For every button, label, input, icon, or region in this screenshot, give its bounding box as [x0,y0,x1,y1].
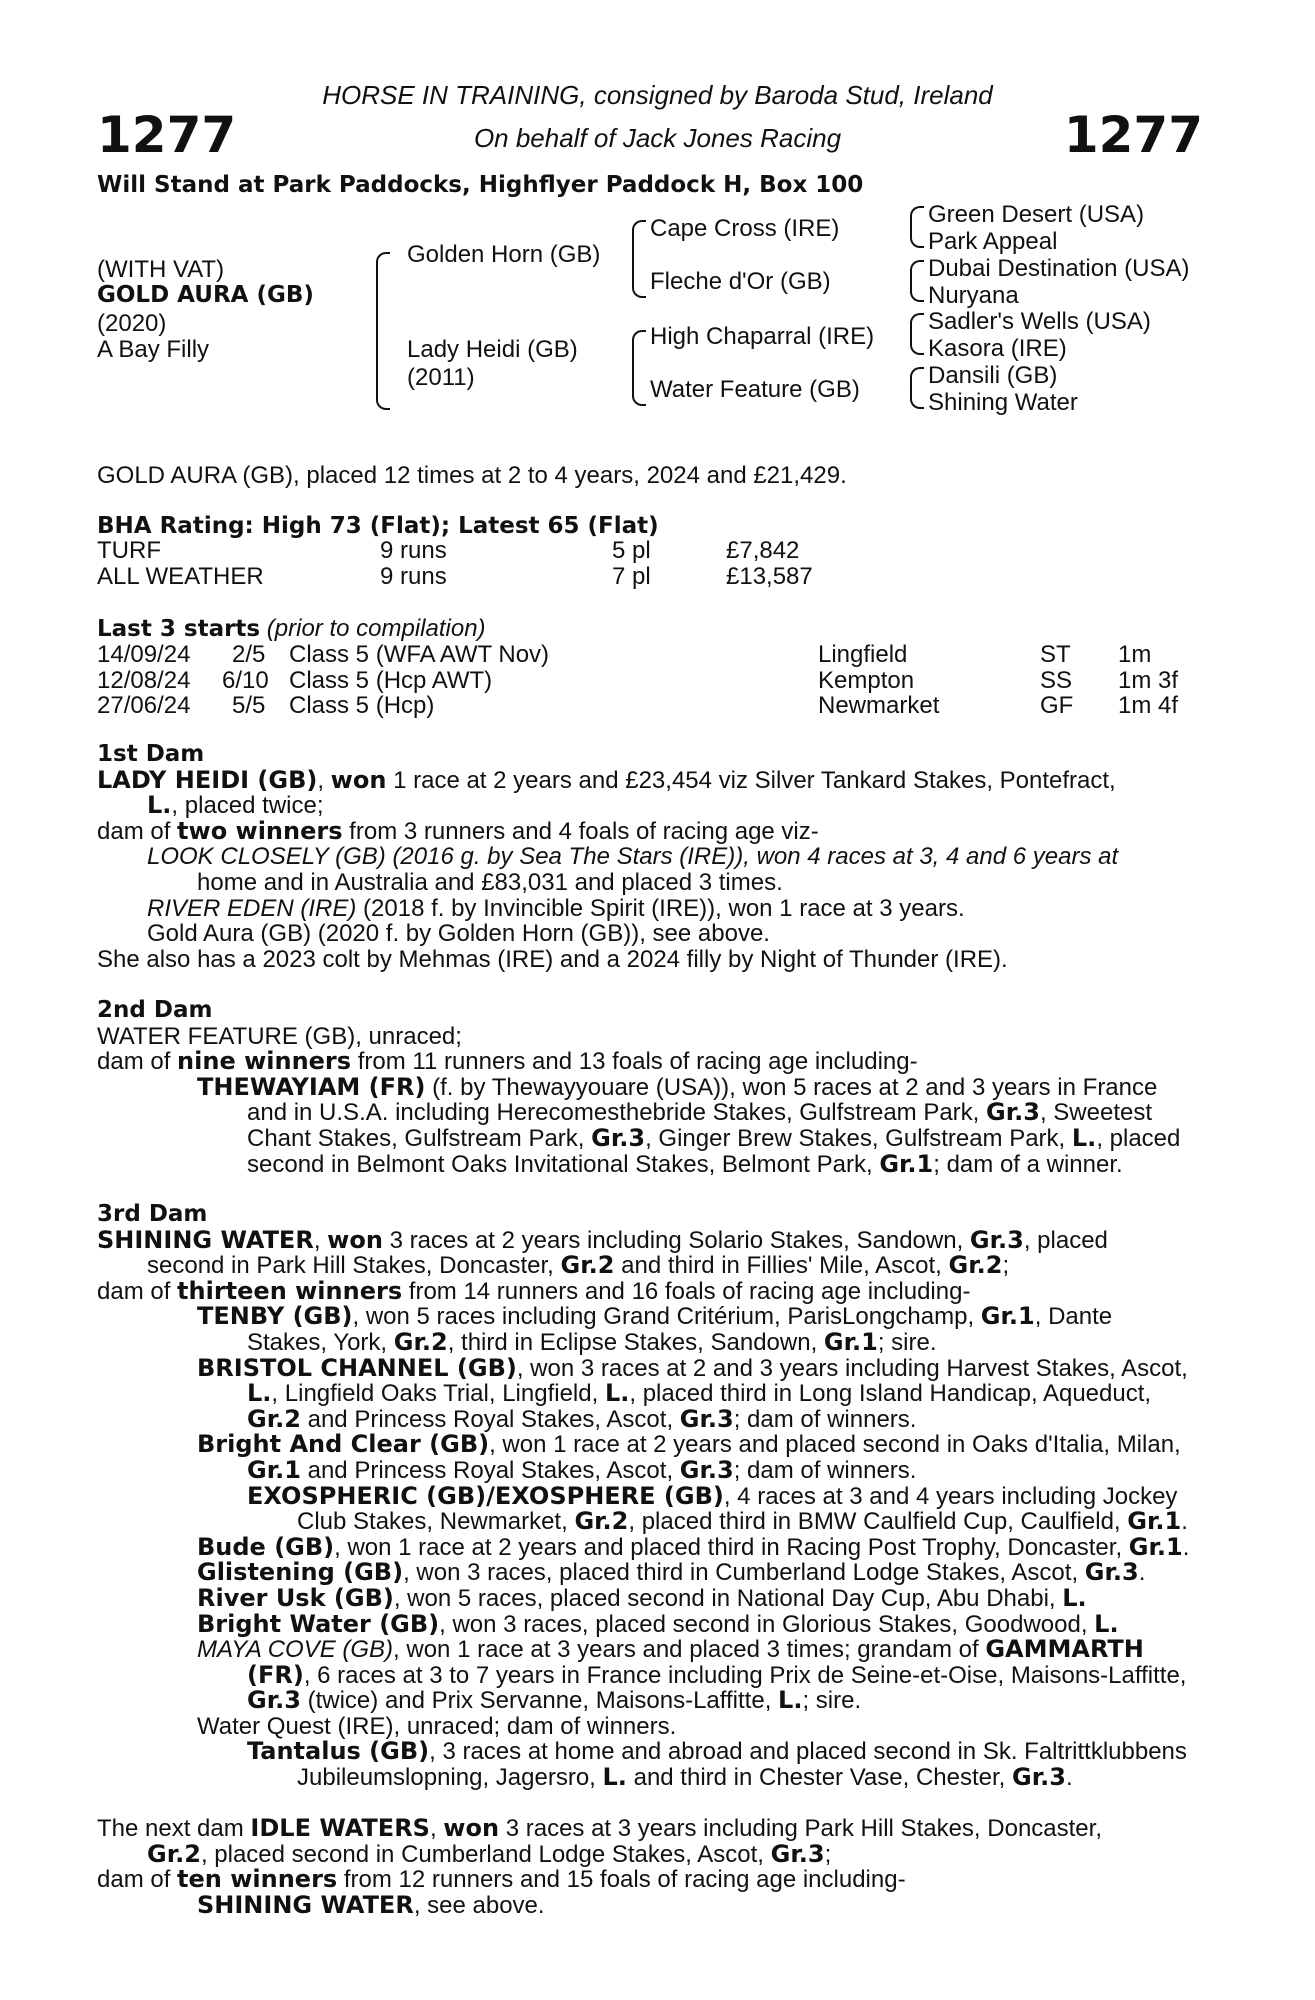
start-distance: 1m 3f [1118,667,1179,694]
lot-number-right: 1277 [1063,106,1203,164]
dam-sire-sire: Sadler's Wells (USA) [928,308,1151,335]
start-date: 12/08/24 [97,667,191,694]
start-date: 27/06/24 [97,692,191,719]
lot-number-left: 1277 [97,106,237,164]
last-starts-heading [97,615,486,643]
sire-dam: Fleche d'Or (GB) [650,268,831,295]
sire-sire-dam: Park Appeal [928,228,1058,255]
next-dam-section [97,1816,1202,1918]
sire: Golden Horn (GB) [407,241,601,268]
earnings: £13,587 [726,563,813,590]
dam-line: LADY HEIDI (GB), won 1 race at 2 years and £23,454 viz Silver Tankard Stakes, Pontefract, [97,765,1116,794]
produce-line: MAYA COVE (GB), won 1 race at 3 years and placed 3 times; grandam of GAMMARTH [197,1635,1144,1664]
surface: TURF [97,537,161,564]
start-course: Kempton [818,667,915,694]
bha-rating: BHA Rating: High 73 (Flat); Latest 65 (Flat) [97,513,659,539]
produce-line: and in U.S.A. including Herecomesthebride Stakes, Gulfstream Park, Gr.3, Sweetest [247,1098,1153,1127]
produce-line: Jubileumslopning, Jagersro, L. and third in Chester Vase, Chester, Gr.3. [297,1763,1073,1792]
pedigree-brace [376,252,390,410]
start-course: Lingfield [818,641,908,668]
section-heading: 1st Dam [97,741,205,767]
produce-line: Glistening (GB), won 3 races, placed third in Cumberland Lodge Stakes, Ascot, Gr.3. [197,1558,1146,1587]
pedigree-brace [910,367,924,409]
start-going: ST [1040,641,1071,668]
pedigree-brace [910,313,924,355]
produce-line: home and in Australia and £83,031 and placed 3 times. [197,868,783,896]
dam-line: SHINING WATER, won 3 races at 2 years including Solario Stakes, Sandown, Gr.3, placed [97,1225,1108,1254]
dam-sire-dam: Kasora (IRE) [928,335,1067,362]
third-dam-section [97,1202,1202,1791]
produce-line: Tantalus (GB), 3 races at home and abroad and placed second in Sk. Faltrittklubbens [247,1737,1187,1766]
race-summary: GOLD AURA (GB), placed 12 times at 2 to 4 years, 2024 and £21,429. [97,462,847,489]
start-distance: 1m [1118,641,1152,668]
start-position: 6/10 [222,667,269,694]
dam-line: dam of ten winners from 12 runners and 15 foals of racing age including- [97,1865,906,1894]
pedigree-brace [910,260,924,302]
dam-dam-dam: Shining Water [928,389,1078,416]
dam-dam-sire: Dansili (GB) [928,362,1058,389]
produce-line: Bude (GB), won 1 race at 2 years and placed third in Racing Post Trophy, Doncaster, Gr.1. [197,1532,1190,1561]
produce-line: Chant Stakes, Gulfstream Park, Gr.3, Ginger Brew Stakes, Gulfstream Park, L., placed [247,1123,1181,1152]
pedigree-brace [910,206,924,248]
dam-line: dam of thirteen winners from 14 runners and 16 foals of racing age including- [97,1276,971,1305]
dam: Lady Heidi (GB) [407,336,578,363]
dam-line: second in Park Hill Stakes, Doncaster, Gr.2 and third in Fillies' Mile, Ascot, Gr.2; [147,1251,1010,1280]
start-position: 2/5 [232,641,266,668]
dam-line: The next dam IDLE WATERS, won 3 races at 3 years including Park Hill Stakes, Doncaster, [97,1814,1102,1842]
second-dam-section [97,998,1202,1177]
earnings: £7,842 [726,537,800,564]
dam-line: She also has a 2023 colt by Mehmas (IRE) and a 2024 filly by Night of Thunder (IRE). [97,945,1008,973]
first-dam-section [97,742,1202,972]
start-distance: 1m 4f [1118,692,1179,719]
placings: 5 pl [612,537,651,564]
runs: 9 runs [380,563,447,590]
start-going: SS [1040,667,1073,694]
last-starts-note: (prior to compilation) [266,615,486,642]
produce-line: Gold Aura (GB) (2020 f. by Golden Horn (GB)), see above. [147,920,770,948]
dam-sire: High Chaparral (IRE) [650,323,875,350]
sire-dam-dam: Nuryana [928,282,1019,309]
produce-line: second in Belmont Oaks Invitational Stakes, Belmont Park, Gr.1; dam of a winner. [247,1149,1123,1178]
dam-line: dam of nine winners from 11 runners and 13 foals of racing age including- [97,1047,918,1076]
produce-line: Gr.1 and Princess Royal Stakes, Ascot, Gr.3; dam of winners. [247,1455,917,1484]
sire-dam-sire: Dubai Destination (USA) [928,255,1190,282]
start-race: Class 5 (Hcp) [289,692,435,719]
start-race: Class 5 (Hcp AWT) [289,667,493,694]
produce-line: BRISTOL CHANNEL (GB), won 3 races at 2 and 3 years including Harvest Stakes, Ascot, [197,1353,1188,1382]
produce-line: RIVER EDEN (IRE) (2018 f. by Invincible Spirit (IRE)), won 1 race at 3 years. [147,894,965,922]
surface: ALL WEATHER [97,563,264,590]
produce-line: LOOK CLOSELY (GB) (2016 g. by Sea The Stars (IRE)), won 4 races at 3, 4 and 6 years at [147,843,1119,871]
produce-line: Stakes, York, Gr.2, third in Eclipse Stakes, Sandown, Gr.1; sire. [247,1327,937,1356]
placings: 7 pl [612,563,651,590]
consignor-line: HORSE IN TRAINING, consigned by Baroda Stud, Ireland [322,80,993,110]
produce-line: River Usk (GB), won 5 races, placed second in National Day Cup, Abu Dhabi, L. [197,1583,1087,1612]
start-course: Newmarket [818,692,940,719]
foaling-year: (2020) [97,310,167,337]
sire-sire: Cape Cross (IRE) [650,215,840,242]
dam-dam: Water Feature (GB) [650,376,860,403]
produce-line: EXOSPHERIC (GB)/EXOSPHERE (GB), 4 races at 3 and 4 years including Jockey [247,1481,1178,1510]
pedigree-brace [632,220,646,298]
runs: 9 runs [380,537,447,564]
start-position: 5/5 [232,692,266,719]
section-heading: 3rd Dam [97,1201,208,1227]
sire-sire-sire: Green Desert (USA) [928,201,1145,228]
produce-line: Gr.3 (twice) and Prix Servanne, Maisons-Laffitte, L.; sire. [247,1686,862,1715]
horse-name: GOLD AURA (GB) [97,282,314,308]
horse-description: A Bay Filly [97,336,210,363]
start-going: GF [1040,692,1074,719]
pedigree-brace [632,330,646,406]
last-starts-title: Last 3 starts [97,616,261,642]
section-heading: 2nd Dam [97,997,213,1023]
stand-location: Will Stand at Park Paddocks, Highflyer Paddock H, Box 100 [97,172,864,198]
on-behalf-line: On behalf of Jack Jones Racing [473,123,842,153]
dam-line: L., placed twice; [147,791,324,820]
dam-line: WATER FEATURE (GB), unraced; [97,1022,462,1050]
start-race: Class 5 (WFA AWT Nov) [289,641,550,668]
vat-note: (WITH VAT) [97,256,225,283]
produce-line: Bright And Clear (GB), won 1 race at 2 years and placed second in Oaks d'Italia, Milan, [197,1430,1181,1459]
dam-line: dam of two winners from 3 runners and 4 foals of racing age viz- [97,816,819,845]
produce-line: Bright Water (GB), won 3 races, placed second in Glorious Stakes, Goodwood, L. [197,1609,1119,1638]
produce-line: (FR), 6 races at 3 to 7 years in France including Prix de Seine-et-Oise, Maisons-Laffitte, [247,1660,1187,1689]
dam-line: Gr.2, placed second in Cumberland Lodge Stakes, Ascot, Gr.3; [147,1839,832,1868]
produce-line: Gr.2 and Princess Royal Stakes, Ascot, Gr.3; dam of winners. [247,1404,917,1433]
dam-year: (2011) [407,364,475,391]
produce-line: L., Lingfield Oaks Trial, Lingfield, L., placed third in Long Island Handicap, Aqueduct, [247,1379,1152,1408]
produce-line: Club Stakes, Newmarket, Gr.2, placed third in BMW Caulfield Cup, Caulfield, Gr.1. [297,1507,1188,1536]
start-date: 14/09/24 [97,641,191,668]
produce-line: Water Quest (IRE), unraced; dam of winners. [197,1712,677,1740]
produce-line: TENBY (GB), won 5 races including Grand Critérium, ParisLongchamp, Gr.1, Dante [197,1302,1113,1331]
produce-line: THEWAYIAM (FR) (f. by Thewayyouare (USA)), won 5 races at 2 and 3 years in France [197,1072,1158,1101]
produce-line: SHINING WATER, see above. [197,1890,545,1919]
